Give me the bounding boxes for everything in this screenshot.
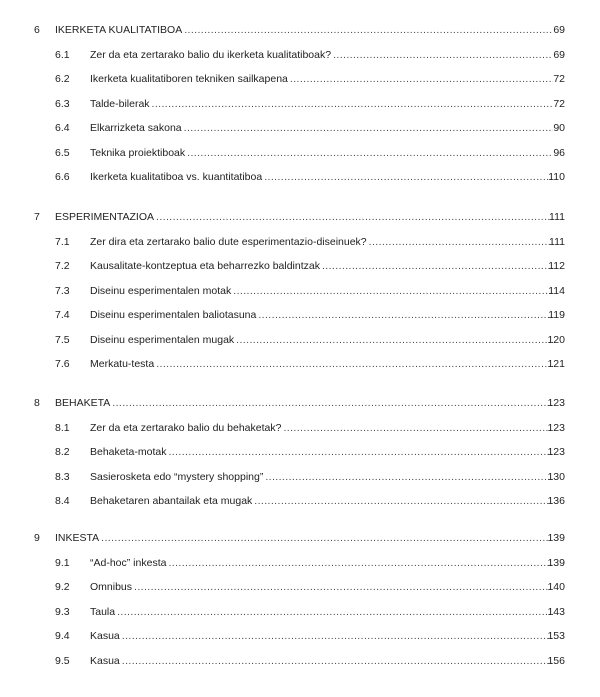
toc-section-entry[interactable] [0,259,600,273]
dot-leader [156,357,553,371]
page-number: 110 [548,171,565,183]
toc-section-entry[interactable] [0,97,600,111]
chapter-number: 6 [34,24,40,36]
section-title: Omnibus [90,581,133,593]
section-title: Taula [90,605,116,618]
dot-leader [134,580,553,594]
section-title: Elkarrizketa sakona [90,122,182,134]
page-number: 153 [547,630,565,642]
section-title: Behaketa-motak [90,446,167,458]
toc-section-entry[interactable] [0,629,600,643]
dot-leader [101,531,553,545]
dot-leader [236,333,553,347]
page-number: 72 [553,97,565,110]
section-title: Ikerketa kualitatiboren tekniken sailkapena [90,73,288,85]
section-number: 7.2 [55,260,70,272]
toc-section-entry[interactable] [0,470,600,484]
dot-leader [333,48,553,62]
section-number: 9.4 [55,630,70,642]
dot-leader [264,170,553,184]
dot-leader [184,121,553,135]
toc-section-entry[interactable] [0,333,600,347]
section-number: 7.5 [55,333,70,346]
section-title: Ikerketa kualitatiboa vs. kuantitatiboa [90,171,263,183]
section-number: 8.4 [55,495,70,507]
section-title: Diseinu esperimentalen baliotasuna [90,309,257,321]
page-number: 119 [548,309,565,321]
section-title: Zer dira eta zertarako balio dute esperimentazio-diseinuek? [90,235,367,248]
section-number: 6.5 [55,146,70,159]
toc-section-entry[interactable] [0,284,600,298]
page-number: 96 [553,146,565,159]
page-number: 111 [549,235,565,248]
toc-section-entry[interactable] [0,308,600,322]
section-number: 7.3 [55,284,70,297]
page-number: 90 [553,122,565,134]
section-number: 7.4 [55,309,70,321]
toc-chapter-entry[interactable] [0,23,600,37]
dot-leader [152,97,553,111]
page-number: 156 [547,654,565,667]
dot-leader [290,72,553,86]
toc-chapter-entry[interactable] [0,210,600,224]
page-number: 130 [547,470,565,483]
page-number: 121 [547,358,565,370]
toc-section-entry[interactable] [0,421,600,435]
section-number: 6.6 [55,171,70,183]
section-number: 6.1 [55,48,70,61]
section-number: 9.3 [55,605,70,618]
toc-section-entry[interactable] [0,72,600,86]
page-number: 112 [548,260,565,272]
page-number: 140 [547,581,565,593]
section-number: 8.1 [55,421,70,434]
toc-section-entry[interactable] [0,170,600,184]
toc-section-entry[interactable] [0,580,600,594]
page-number: 139 [547,556,565,569]
page-number: 123 [547,446,565,458]
dot-leader [168,556,553,570]
dot-leader [168,445,553,459]
section-title: Behaketaren abantailak eta mugak [90,495,253,507]
dot-leader [112,396,553,410]
section-number: 8.2 [55,446,70,458]
dot-leader [184,23,553,37]
chapter-number: 9 [34,532,40,544]
page-number: 69 [553,24,565,36]
chapter-number: 8 [34,397,40,409]
section-number: 9.1 [55,556,70,569]
section-title: Sasierosketa edo “mystery shopping” [90,470,264,483]
page-number: 114 [548,284,565,297]
section-number: 8.3 [55,470,70,483]
section-title: Diseinu esperimentalen motak [90,284,232,297]
section-number: 6.2 [55,73,70,85]
toc-section-entry[interactable] [0,121,600,135]
toc-section-entry[interactable] [0,146,600,160]
dot-leader [322,259,553,273]
dot-leader [254,494,553,508]
dot-leader [122,629,553,643]
page-number: 69 [553,48,565,61]
toc-section-entry[interactable] [0,654,600,668]
section-number: 7.1 [55,235,70,248]
section-title: Zer da eta zertarako balio du ikerketa kualitatiboak? [90,48,332,61]
section-title: Merkatu-testa [90,358,155,370]
page-number: 123 [547,421,565,434]
dot-leader [369,235,553,249]
page-number: 120 [547,333,565,346]
section-title: Kausalitate-kontzeptua eta beharrezko baldintzak [90,260,320,272]
section-title: Diseinu esperimentalen mugak [90,333,235,346]
dot-leader [122,654,553,668]
dot-leader [258,308,553,322]
page-number: 72 [553,73,565,85]
toc-section-entry[interactable] [0,556,600,570]
page-number: 139 [547,532,565,544]
section-title: Talde-bilerak [90,97,150,110]
chapter-title: INKESTA [55,532,100,544]
chapter-title: IKERKETA KUALITATIBOA [55,24,183,36]
toc-section-entry[interactable] [0,445,600,459]
chapter-number: 7 [34,211,40,223]
section-number: 6.4 [55,122,70,134]
dot-leader [283,421,553,435]
section-title: Teknika proiektiboak [90,146,186,159]
section-title: Kasua [90,630,120,642]
page-number: 143 [547,605,565,618]
dot-leader [117,605,553,619]
toc-chapter-entry[interactable] [0,531,600,545]
toc-section-entry[interactable] [0,605,600,619]
page-number: 111 [549,211,565,223]
page-number: 136 [547,495,565,507]
toc-section-entry[interactable] [0,48,600,62]
section-title: Zer da eta zertarako balio du behaketak? [90,421,282,434]
dot-leader [265,470,553,484]
chapter-title: ESPERIMENTAZIOA [55,211,154,223]
page-number: 123 [547,397,565,409]
section-number: 9.5 [55,654,70,667]
section-title: Kasua [90,654,120,667]
toc-chapter-entry[interactable] [0,396,600,410]
dot-leader [233,284,553,298]
section-number: 6.3 [55,97,70,110]
chapter-title: BEHAKETA [55,397,111,409]
dot-leader [156,210,553,224]
section-number: 9.2 [55,581,70,593]
toc-section-entry[interactable] [0,235,600,249]
toc-section-entry[interactable] [0,494,600,508]
toc-section-entry[interactable] [0,357,600,371]
section-title: “Ad-hoc” inkesta [90,556,167,569]
dot-leader [187,146,553,160]
section-number: 7.6 [55,358,70,370]
